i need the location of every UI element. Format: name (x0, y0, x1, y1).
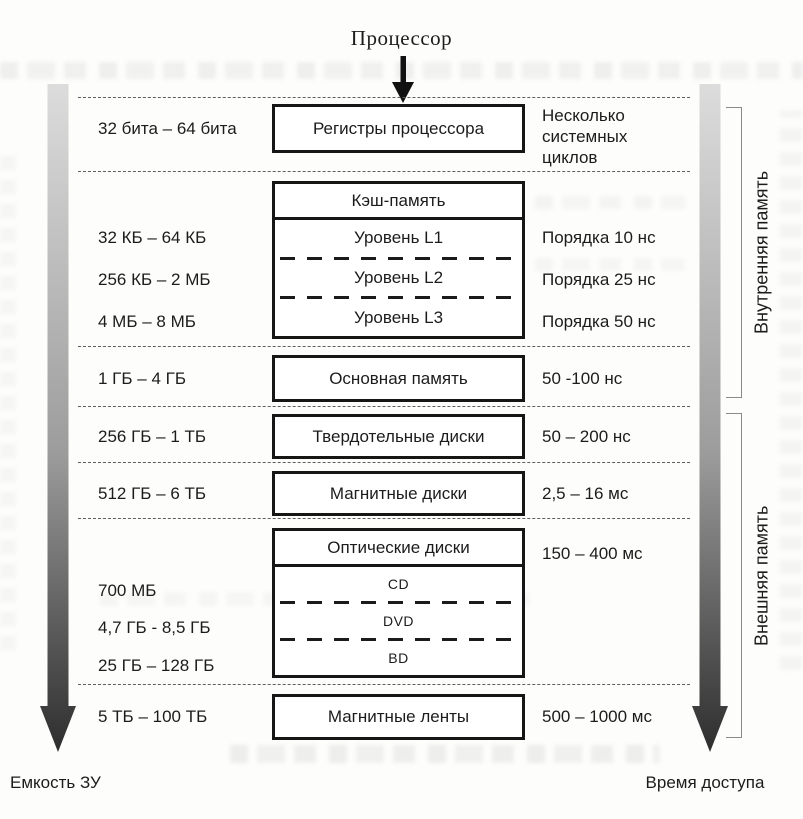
memory-box-label: Магнитные диски (329, 483, 468, 503)
dashed-separator (78, 684, 690, 685)
capacity-label-main: 1 ГБ – 4 ГБ (98, 369, 186, 388)
access-label-hdd: 2,5 – 16 мс (542, 484, 629, 503)
memory-box-main-memory (272, 355, 525, 402)
capacity-label-hdd: 512 ГБ – 6 ТБ (98, 484, 207, 503)
memory-box-cache (272, 181, 525, 339)
access-label-l1: Порядка 10 нс (542, 228, 656, 247)
optical-dvd: DVD (382, 613, 415, 629)
dashed-separator (78, 97, 690, 98)
capacity-label-dvd: 4,7 ГБ - 8,5 ГБ (98, 618, 211, 637)
cache-level-l3: Уровень L3 (353, 307, 444, 327)
scan-bleed-artifact (535, 196, 685, 209)
capacity-axis-arrow-icon (40, 84, 76, 756)
capacity-label-bd: 25 ГБ – 128 ГБ (98, 656, 215, 675)
capacity-label-tapes: 5 ТБ – 100 ТБ (98, 707, 208, 726)
memory-box-optical (272, 528, 525, 678)
dashed-separator (78, 462, 690, 463)
dashed-separator (78, 406, 690, 407)
dashed-separator (78, 518, 690, 519)
group-label-external-memory: Внешняя память (751, 505, 772, 646)
access-label-main: 50 -100 нс (542, 369, 623, 388)
capacity-label-cd: 700 МБ (98, 581, 157, 600)
memory-box-registers (272, 104, 525, 153)
access-label-tapes: 500 – 1000 мс (542, 707, 652, 726)
memory-box-label: Твердотельные диски (312, 426, 485, 446)
capacity-label-l1: 32 КБ – 64 КБ (98, 228, 207, 247)
access-label-l3: Порядка 50 нс (542, 312, 656, 331)
axis-label-access-time: Время доступа (645, 773, 765, 792)
access-label-ssd: 50 – 200 нс (542, 427, 631, 446)
access-label-l2: Порядка 25 нс (542, 270, 656, 289)
axis-label-capacity: Емкость ЗУ (10, 773, 101, 792)
group-label-internal-memory: Внутренняя память (751, 170, 772, 335)
access-time-axis-arrow-icon (692, 84, 728, 756)
cache-level-l2: Уровень L2 (353, 268, 444, 287)
optical-bd: BD (388, 650, 409, 666)
optical-title: Оптические диски (275, 531, 522, 567)
optical-cd: CD (387, 576, 410, 592)
access-label-optical: 150 – 400 мс (542, 544, 643, 563)
capacity-label-l3: 4 МБ – 8 МБ (98, 312, 196, 331)
memory-box-label: Основная память (329, 368, 468, 388)
processor-label: Процессор (350, 26, 453, 50)
memory-box-ssd (272, 414, 525, 459)
dashed-separator (78, 346, 690, 347)
dashed-separator (78, 171, 690, 172)
capacity-label-ssd: 256 ГБ – 1 ТБ (98, 427, 207, 446)
cache-title: Кэш-память (275, 184, 522, 220)
memory-box-label: Магнитные ленты (327, 707, 470, 726)
scan-bleed-artifact (0, 150, 16, 650)
capacity-label-l2: 256 КБ – 2 МБ (98, 270, 211, 289)
scan-bleed-artifact (230, 745, 660, 763)
capacity-label-registers: 32 бита – 64 бита (98, 119, 237, 138)
bracket-internal-memory (726, 107, 742, 398)
access-label-registers: Несколько системных циклов (542, 106, 628, 167)
memory-box-hdd (272, 471, 525, 516)
bracket-external-memory (726, 413, 742, 738)
scan-bleed-artifact (780, 110, 802, 670)
memory-box-tapes (272, 694, 525, 740)
cache-level-l1: Уровень L1 (353, 228, 444, 248)
memory-box-label: Регистры процессора (312, 118, 485, 138)
